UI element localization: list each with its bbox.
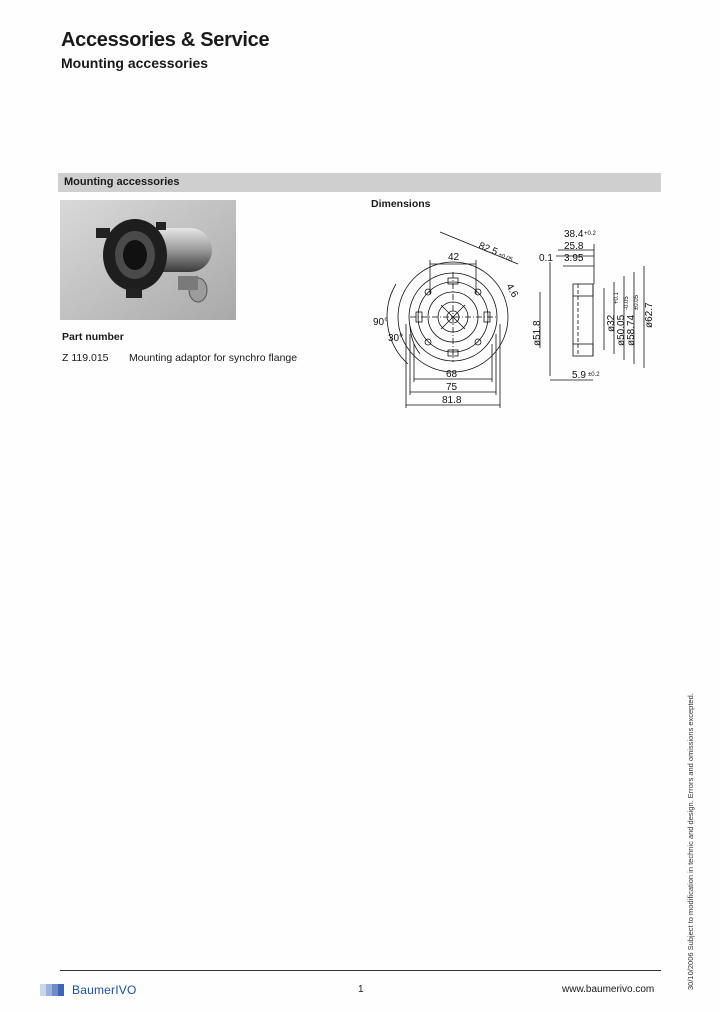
angle-90: 90° xyxy=(373,317,389,328)
page-number: 1 xyxy=(358,984,364,995)
part-description: Mounting adaptor for synchro flange xyxy=(129,352,298,364)
dia-32: ø32 xyxy=(606,314,617,332)
dim-3-95: 3.95 xyxy=(564,253,584,264)
dia-50-05-tol: -0.05 xyxy=(624,296,630,310)
dim-38-4: 38.4 xyxy=(564,229,584,240)
dim-0-1: 0.1 xyxy=(539,253,553,264)
dim-75: 75 xyxy=(446,382,458,393)
logo-mark xyxy=(40,984,64,996)
dim-4-6: 4.6 xyxy=(503,282,520,300)
dim-5-9: 5.9 xyxy=(572,370,586,381)
dimension-drawing xyxy=(368,214,663,414)
dia-58-74-tol: ±0.05 xyxy=(634,295,640,310)
dia-32-tol: +0.1 xyxy=(614,292,620,304)
section-header: Mounting accessories xyxy=(58,173,661,192)
dim-68: 68 xyxy=(446,369,458,380)
website-link[interactable]: www.baumerivo.com xyxy=(562,984,655,995)
dia-50-05: ø50.05 xyxy=(616,314,627,346)
dimensions-label: Dimensions xyxy=(371,198,431,210)
dim-5-9-tol: ±0.2 xyxy=(588,372,600,378)
dim-81-8: 81.8 xyxy=(442,395,462,406)
part-number-header: Part number xyxy=(62,331,124,343)
dia-51-8: ø51.8 xyxy=(532,320,543,346)
dia-58-74: ø58.74 xyxy=(626,314,637,346)
dim-25-8: 25.8 xyxy=(564,241,584,252)
page-title: Accessories & Service xyxy=(61,29,270,51)
footer-divider xyxy=(60,970,661,971)
product-photo xyxy=(60,200,236,320)
brand-logo xyxy=(40,983,137,997)
dim-38-4-tol: +0.2 xyxy=(584,231,596,237)
page-subtitle: Mounting accessories xyxy=(61,55,209,71)
angle-30: 30° xyxy=(388,333,404,344)
dim-82-5: 82.5 xyxy=(476,240,500,259)
dia-62-7: ø62.7 xyxy=(644,302,655,328)
dim-42: 42 xyxy=(448,252,460,263)
dim-82-5-tol: ±0.05 xyxy=(497,252,514,264)
disclaimer-note: 30/10/2006 Subject to modification in technic and design. Errors and omissions excepted. xyxy=(686,693,695,990)
part-code: Z 119.015 xyxy=(62,352,109,364)
brand-name: BaumerIVO xyxy=(72,983,137,997)
